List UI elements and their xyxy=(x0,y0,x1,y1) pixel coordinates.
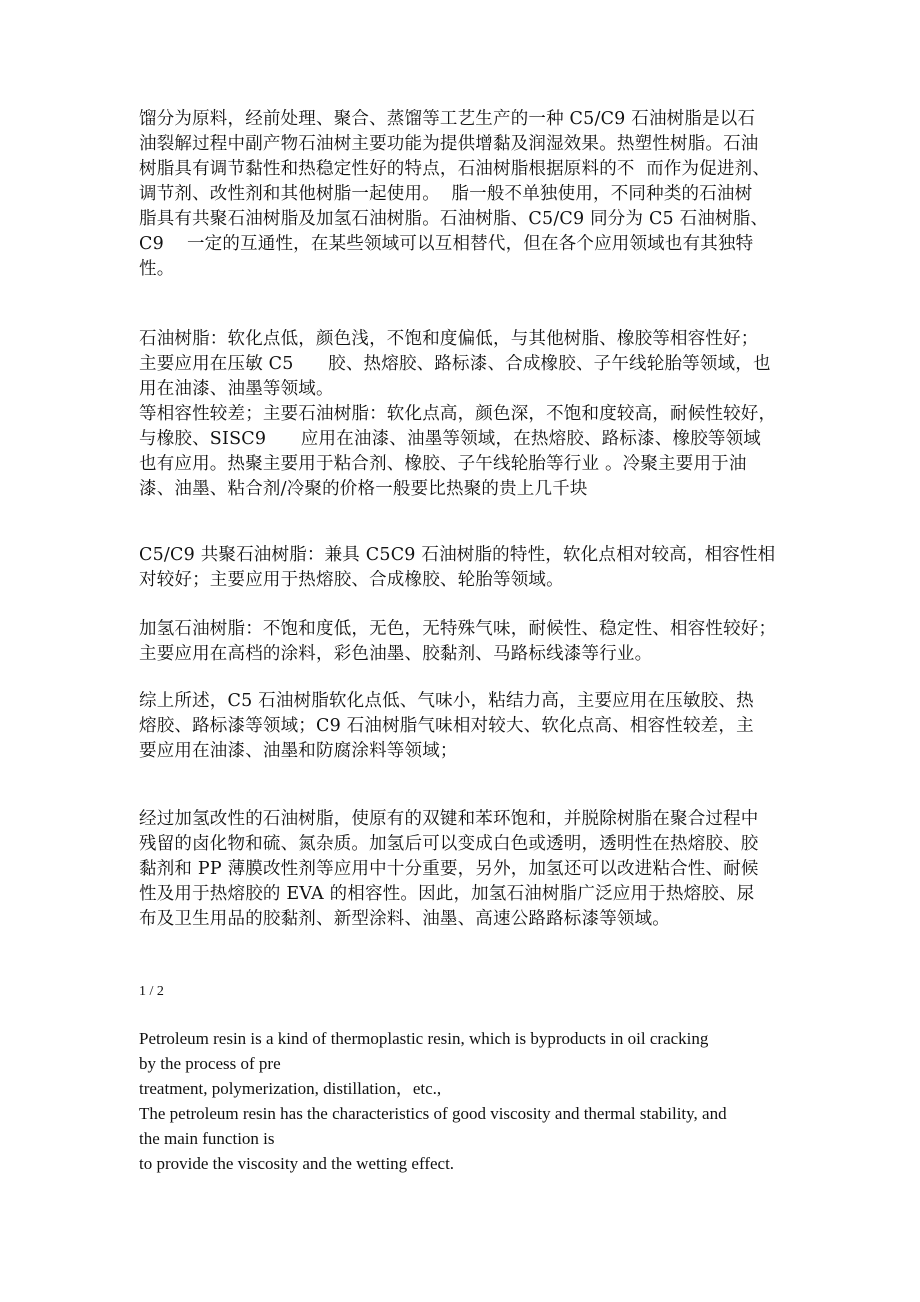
text-line: 等相容性较差；主要石油树脂：软化点高，颜色深，不饱和度较高，耐候性较好， xyxy=(139,404,777,424)
text-line: 漆、油墨、粘合剂/冷聚的价格一般要比热聚的贵上几千块 xyxy=(139,479,588,499)
text-line: treatment, polymerization, distillation，etc., xyxy=(139,1079,442,1098)
paragraph-copolymer xyxy=(139,543,789,593)
text-line: 要应用在油漆、油墨和防腐涂料等领域； xyxy=(139,741,458,761)
text-line: the main function is xyxy=(139,1129,275,1148)
text-line: 布及卫生用品的胶黏剂、新型涂料、油墨、高速公路路标漆等领域。 xyxy=(139,909,670,929)
text-line: 用在油漆、油墨等领域。 xyxy=(139,379,334,399)
text-line: C5/C9 共聚石油树脂：兼具 C5C9 石油树脂的特性，软化点相对较高，相容性相 xyxy=(139,545,776,565)
text-line: 性及用于热熔胶的 EVA 的相容性。因此，加氢石油树脂广泛应用于热熔胶、尿 xyxy=(139,884,755,904)
text-line: to provide the viscosity and the wetting effect. xyxy=(139,1154,455,1173)
page-number: 1 / 2 xyxy=(139,984,164,999)
paragraph-hydrogenated xyxy=(139,617,789,667)
text-line: C9 一定的互通性，在某些领域可以互相替代，但在各个应用领域也有其独特 xyxy=(139,234,754,254)
text-line: 树脂具有调节黏性和热稳定性好的特点，石油树脂根据原料的不 而作为促进剂、 xyxy=(139,159,771,179)
text-line: 综上所述，C5 石油树脂软化点低、气味小，粘结力高，主要应用在压敏胶、热 xyxy=(139,691,754,711)
text-line: 对较好；主要应用于热熔胶、合成橡胶、轮胎等领域。 xyxy=(139,570,564,590)
text-line: 油裂解过程中副产物石油树主要功能为提供增黏及润湿效果。热塑性树脂。石油 xyxy=(139,134,759,154)
text-line: 主要应用在压敏 C5 胶、热熔胶、路标漆、合成橡胶、子午线轮胎等领域，也 xyxy=(139,354,771,374)
text-line: The petroleum resin has the characteristics of good viscosity and thermal stability, and xyxy=(139,1104,727,1123)
text-line: 调节剂、改性剂和其他树脂一起使用。 脂一般不单独使用，不同种类的石油树 xyxy=(139,184,753,204)
paragraph-c5-c9 xyxy=(139,327,789,502)
paragraph-english xyxy=(139,1026,789,1176)
text-line: 也有应用。热聚主要用于粘合剂、橡胶、子午线轮胎等行业 。冷聚主要用于油 xyxy=(139,454,747,474)
text-line: by the process of pre xyxy=(139,1054,281,1073)
text-line: 馏分为原料，经前处理、聚合、蒸馏等工艺生产的一种 C5/C9 石油树脂是以石 xyxy=(139,109,756,129)
text-line: 性。 xyxy=(139,259,175,279)
text-line: Petroleum resin is a kind of thermoplastic resin, which is byproducts in oil cracking xyxy=(139,1029,709,1048)
text-line: 残留的卤化物和硫、氮杂质。加氢后可以变成白色或透明，透明性在热熔胶、胶 xyxy=(139,834,759,854)
text-line: 石油树脂：软化点低，颜色浅，不饱和度偏低，与其他树脂、橡胶等相容性好； xyxy=(139,329,759,349)
text-line: 与橡胶、SISC9 应用在油漆、油墨等领域，在热熔胶、路标漆、橡胶等领域 xyxy=(139,429,761,449)
paragraph-intro xyxy=(139,107,789,282)
text-line: 加氢石油树脂：不饱和度低，无色，无特殊气味，耐候性、稳定性、相容性较好； xyxy=(139,619,777,639)
paragraph-modification xyxy=(139,807,789,932)
text-line: 黏剂和 PP 薄膜改性剂等应用中十分重要，另外，加氢还可以改进粘合性、耐候 xyxy=(139,859,759,879)
text-line: 脂具有共聚石油树脂及加氢石油树脂。石油树脂、C5/C9 同分为 C5 石油树脂、 xyxy=(139,209,769,229)
paragraph-summary xyxy=(139,689,789,764)
text-line: 主要应用在高档的涂料，彩色油墨、胶黏剂、马路标线漆等行业。 xyxy=(139,644,653,664)
text-line: 熔胶、路标漆等领域；C9 石油树脂气味相对较大、软化点高、相容性较差，主 xyxy=(139,716,754,736)
text-line: 经过加氢改性的石油树脂，使原有的双键和苯环饱和，并脱除树脂在聚合过程中 xyxy=(139,809,759,829)
